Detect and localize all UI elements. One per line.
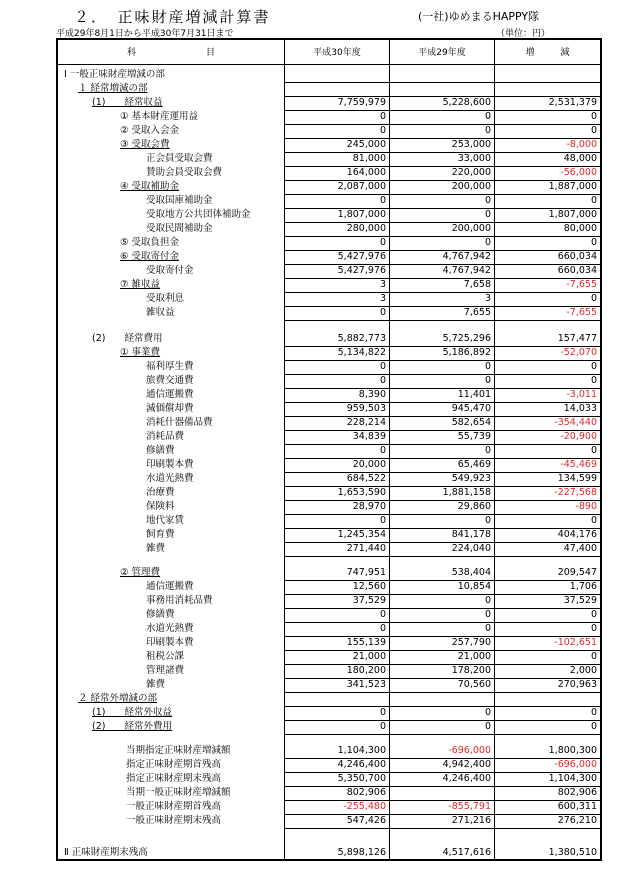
row-label: 飼育費	[146, 529, 175, 540]
row-label: ③ 受取会費	[120, 139, 170, 150]
cell-cur: 0	[379, 195, 386, 206]
row-label: 印刷製本費	[146, 637, 194, 648]
cell-prev: 0	[484, 515, 491, 526]
cell-cur: 341,523	[346, 679, 386, 690]
cell-chg: 1,706	[569, 581, 597, 592]
cell-cur: 0	[379, 721, 386, 732]
row-label: １ 経常増減の部	[78, 83, 148, 94]
row-divider	[285, 734, 600, 735]
cell-prev: 65,469	[457, 459, 491, 470]
cell-chg: 0	[590, 293, 597, 304]
table-row	[58, 347, 600, 360]
row-label: ⑥ 受取寄付金	[120, 251, 180, 262]
cell-cur: 0	[379, 445, 386, 456]
cell-cur: 21,000	[352, 651, 386, 662]
cell-prev: 0	[484, 445, 491, 456]
cell-prev: 0	[484, 375, 491, 386]
cell-prev: 0	[484, 237, 491, 248]
cell-chg: 276,210	[557, 815, 597, 826]
row-label: 修繕費	[146, 609, 175, 620]
row-label: Ⅰ 一般正味財産増減の部	[64, 69, 165, 80]
cell-prev: 29,860	[457, 501, 491, 512]
column-header-subject-b: 目	[206, 47, 216, 58]
column-header-change-a: 増	[525, 47, 535, 58]
cell-cur: 547,426	[346, 815, 386, 826]
column-header-current: 平成30年度	[285, 38, 389, 65]
cell-prev: 224,040	[451, 543, 491, 554]
row-label: 雑収益	[146, 307, 175, 318]
cell-chg: -3,011	[566, 389, 597, 400]
cell-prev: 0	[484, 721, 491, 732]
row-label: 一般正味財産期末残高	[126, 815, 222, 826]
cell-cur: 5,898,126	[337, 847, 386, 858]
table-row	[58, 787, 600, 800]
cell-chg: 1,104,300	[548, 773, 597, 784]
row-label: ⑦ 雑収益	[120, 279, 161, 290]
cell-cur: 0	[379, 237, 386, 248]
cell-prev: -696,000	[448, 745, 491, 756]
cell-cur: 20,000	[352, 459, 386, 470]
cell-prev: 0	[484, 361, 491, 372]
cell-cur: 0	[379, 307, 386, 318]
cell-prev: 200,000	[451, 223, 491, 234]
table-row	[58, 679, 600, 692]
table-row	[58, 637, 600, 650]
row-label: ④ 受取補助金	[120, 181, 180, 192]
cell-prev: 582,654	[451, 417, 491, 428]
cell-cur: 5,427,976	[337, 265, 386, 276]
row-label: 当期指定正味財産増減額	[126, 745, 231, 756]
column-header-previous: 平成29年度	[390, 38, 494, 65]
row-label: 賛助会員受取会費	[146, 167, 223, 178]
cell-prev: 0	[484, 209, 491, 220]
cell-prev: 0	[484, 111, 491, 122]
cell-cur: 4,246,400	[337, 759, 386, 770]
cell-chg: -20,900	[560, 431, 597, 442]
row-label: 通信運搬費	[146, 389, 194, 400]
cell-prev: 5,228,600	[442, 97, 491, 108]
cell-cur: 81,000	[352, 153, 386, 164]
cell-chg: 1,380,510	[548, 847, 597, 858]
cell-cur: -255,480	[343, 801, 386, 812]
cell-prev: 55,739	[457, 431, 491, 442]
cell-cur: 5,882,773	[337, 333, 386, 344]
table-row	[58, 801, 600, 814]
row-label: 水道光熱費	[146, 473, 194, 484]
cell-prev: 271,216	[451, 815, 491, 826]
cell-cur: 37,529	[352, 595, 386, 606]
cell-prev: 4,517,616	[442, 847, 491, 858]
column-header-subject-a: 科	[126, 47, 136, 58]
row-divider	[285, 556, 600, 557]
table-row	[58, 153, 600, 166]
cell-chg: 0	[590, 651, 597, 662]
table-row	[58, 487, 600, 500]
table-row	[58, 707, 600, 720]
cell-chg: 600,311	[557, 801, 597, 812]
cell-cur: 180,200	[346, 665, 386, 676]
cell-cur: 3	[379, 293, 386, 304]
cell-chg: -696,000	[554, 759, 597, 770]
cell-chg: -7,655	[566, 307, 597, 318]
cell-cur: 7,759,979	[337, 97, 386, 108]
row-label: Ⅱ 正味財産期末残高	[64, 847, 148, 858]
row-label: 受取寄付金	[146, 265, 194, 276]
row-label: 雑費	[146, 679, 166, 690]
cell-chg: 270,963	[557, 679, 597, 690]
cell-chg: 1,800,300	[548, 745, 597, 756]
cell-prev: 0	[484, 195, 491, 206]
table-row	[58, 139, 600, 152]
row-label: ① 事業費	[120, 347, 161, 358]
table-row	[58, 167, 600, 180]
cell-cur: 0	[379, 623, 386, 634]
row-label: 消耗什器備品費	[146, 417, 213, 428]
row-label: 地代家賃	[146, 515, 185, 526]
cell-prev: 0	[484, 623, 491, 634]
row-label: 通信運搬費	[146, 581, 194, 592]
cell-chg: 209,547	[557, 567, 597, 578]
table-row	[58, 759, 600, 772]
row-label: 受取利息	[146, 293, 185, 304]
cell-chg: 0	[590, 375, 597, 386]
row-label: 一般正味財産期首残高	[126, 801, 222, 812]
cell-chg: 2,531,379	[548, 97, 597, 108]
cell-chg: 134,599	[557, 473, 597, 484]
cell-cur: 155,139	[346, 637, 386, 648]
table-row	[58, 181, 600, 194]
cell-chg: 0	[590, 445, 597, 456]
cell-chg: 47,400	[563, 543, 597, 554]
cell-chg: -56,000	[560, 167, 597, 178]
cell-prev: 1,881,158	[442, 487, 491, 498]
table-row	[58, 501, 600, 514]
reporting-period: 平成29年8月1日から平成30年7月31日まで	[56, 29, 234, 39]
cell-prev: 0	[484, 595, 491, 606]
cell-cur: 0	[379, 125, 386, 136]
row-label: (1) 経常外収益	[92, 707, 172, 718]
row-label: 保険料	[146, 501, 175, 512]
table-row	[58, 265, 600, 278]
cell-chg: -890	[575, 501, 597, 512]
cell-cur: 228,214	[346, 417, 386, 428]
organization-name: (一社)ゆめまるHAPPY隊	[418, 10, 540, 23]
cell-chg: 0	[590, 707, 597, 718]
cell-chg: 0	[590, 609, 597, 620]
column-header-change-b: 減	[560, 47, 570, 58]
cell-prev: 3	[484, 293, 491, 304]
cell-chg: 0	[590, 361, 597, 372]
cell-chg: 660,034	[557, 251, 597, 262]
cell-cur: 5,350,700	[337, 773, 386, 784]
cell-chg: 1,807,000	[548, 209, 597, 220]
table-row	[58, 111, 600, 124]
row-divider	[285, 828, 600, 829]
cell-chg: 0	[590, 125, 597, 136]
cell-prev: 0	[484, 125, 491, 136]
row-label: ２ 経常外増減の部	[78, 693, 158, 704]
cell-cur: 1,245,354	[337, 529, 386, 540]
row-label: ② 管理費	[120, 567, 161, 578]
cell-prev: 7,658	[463, 279, 491, 290]
row-label: 修繕費	[146, 445, 175, 456]
table-row	[58, 293, 600, 306]
table-row	[58, 445, 600, 458]
cell-chg: 80,000	[563, 223, 597, 234]
cell-cur: 1,807,000	[337, 209, 386, 220]
cell-chg: 0	[590, 721, 597, 732]
cell-chg: 0	[590, 623, 597, 634]
cell-prev: 5,186,892	[442, 347, 491, 358]
column-header-change	[495, 38, 600, 65]
table-row	[58, 69, 600, 82]
row-label: 租税公課	[146, 651, 185, 662]
cell-prev: 70,560	[457, 679, 491, 690]
page-title: ２． 正味財産増減計算書	[74, 8, 271, 26]
table-row	[58, 847, 600, 860]
cell-prev: 178,200	[451, 665, 491, 676]
cell-chg: 0	[590, 515, 597, 526]
cell-chg: 1,887,000	[548, 181, 597, 192]
cell-cur: 164,000	[346, 167, 386, 178]
cell-prev: 10,854	[457, 581, 491, 592]
row-label: 減価償却費	[146, 403, 194, 414]
cell-prev: 4,767,942	[442, 251, 491, 262]
cell-cur: 5,427,976	[337, 251, 386, 262]
table-row	[58, 693, 600, 706]
unit-label: （単位：円）	[496, 29, 551, 39]
cell-prev: 33,000	[457, 153, 491, 164]
cell-chg: 2,000	[569, 665, 597, 676]
table-row	[58, 773, 600, 786]
cell-prev: -855,791	[448, 801, 491, 812]
row-label: 水道光熱費	[146, 623, 194, 634]
cell-prev: 257,790	[451, 637, 491, 648]
cell-chg: -8,000	[566, 139, 597, 150]
row-label: (2) 経常費用	[92, 333, 163, 344]
cell-cur: 1,653,590	[337, 487, 386, 498]
row-label: 受取地方公共団体補助金	[146, 209, 251, 220]
cell-chg: 48,000	[563, 153, 597, 164]
table-row	[58, 403, 600, 416]
cell-cur: 280,000	[346, 223, 386, 234]
table-row	[58, 195, 600, 208]
table-row	[58, 745, 600, 758]
cell-cur: 684,522	[346, 473, 386, 484]
cell-cur: 271,440	[346, 543, 386, 554]
table-row	[58, 609, 600, 622]
table-row	[58, 567, 600, 580]
cell-cur: 28,970	[352, 501, 386, 512]
cell-prev: 200,000	[451, 181, 491, 192]
cell-cur: 8,390	[358, 389, 386, 400]
table-row	[58, 721, 600, 734]
cell-chg: 14,033	[563, 403, 597, 414]
cell-cur: 0	[379, 361, 386, 372]
cell-chg: -227,568	[554, 487, 597, 498]
row-divider	[285, 320, 600, 321]
cell-chg: 0	[590, 195, 597, 206]
row-label: ⑤ 受取負担金	[120, 237, 180, 248]
cell-prev: 4,767,942	[442, 265, 491, 276]
table-row	[58, 431, 600, 444]
table-row	[58, 375, 600, 388]
cell-chg: 404,176	[557, 529, 597, 540]
cell-cur: 12,560	[352, 581, 386, 592]
table-row	[58, 581, 600, 594]
row-label: 消耗品費	[146, 431, 185, 442]
cell-cur: 959,503	[346, 403, 386, 414]
table-row	[58, 543, 600, 556]
cell-cur: 1,104,300	[337, 745, 386, 756]
cell-prev: 11,401	[457, 389, 491, 400]
table-row	[58, 83, 600, 96]
table-row	[58, 515, 600, 528]
row-label: 事務用消耗品費	[146, 595, 213, 606]
cell-cur: 0	[379, 375, 386, 386]
cell-cur: 802,906	[346, 787, 386, 798]
row-label: 印刷製本費	[146, 459, 194, 470]
cell-cur: 0	[379, 515, 386, 526]
cell-cur: 0	[379, 609, 386, 620]
table-row	[58, 237, 600, 250]
table-row	[58, 417, 600, 430]
row-label: 管理諸費	[146, 665, 185, 676]
cell-prev: 21,000	[457, 651, 491, 662]
cell-cur: 0	[379, 707, 386, 718]
row-label: 雑費	[146, 543, 166, 554]
table-row	[58, 223, 600, 236]
table-row	[58, 125, 600, 138]
table-row	[58, 209, 600, 222]
cell-cur: 245,000	[346, 139, 386, 150]
cell-prev: 4,246,400	[442, 773, 491, 784]
row-label: 指定正味財産期首残高	[126, 759, 222, 770]
cell-prev: 538,404	[451, 567, 491, 578]
cell-prev: 841,178	[451, 529, 491, 540]
cell-chg: -52,070	[560, 347, 597, 358]
table-row	[58, 307, 600, 320]
table-row	[58, 459, 600, 472]
cell-cur: 0	[379, 111, 386, 122]
row-label: (1) 経常収益	[92, 97, 163, 108]
cell-chg: -102,651	[554, 637, 597, 648]
cell-chg: 37,529	[563, 595, 597, 606]
row-label: 旅費交通費	[146, 375, 194, 386]
cell-prev: 7,655	[463, 307, 491, 318]
cell-prev: 549,923	[451, 473, 491, 484]
cell-chg: 157,477	[557, 333, 597, 344]
cell-prev: 0	[484, 609, 491, 620]
cell-cur: 747,951	[346, 567, 386, 578]
cell-prev: 253,000	[451, 139, 491, 150]
row-label: 治療費	[146, 487, 175, 498]
table-row	[58, 815, 600, 828]
column-header-subject	[58, 38, 284, 65]
row-label: ② 受取入会金	[120, 125, 180, 136]
cell-cur: 5,134,822	[337, 347, 386, 358]
cell-chg: -45,469	[560, 459, 597, 470]
row-label: 指定正味財産期末残高	[126, 773, 222, 784]
cell-chg: 0	[590, 111, 597, 122]
cell-prev: 220,000	[451, 167, 491, 178]
table-row	[58, 623, 600, 636]
table-row	[58, 97, 600, 110]
table-row	[58, 529, 600, 542]
table-row	[58, 333, 600, 346]
cell-chg: -354,440	[554, 417, 597, 428]
row-label: 受取国庫補助金	[146, 195, 213, 206]
cell-prev: 4,942,400	[442, 759, 491, 770]
row-label: 正会員受取会費	[146, 153, 213, 164]
table-row	[58, 361, 600, 374]
table-row	[58, 665, 600, 678]
cell-cur: 34,839	[352, 431, 386, 442]
row-label: (2) 経常外費用	[92, 721, 172, 732]
table-row	[58, 473, 600, 486]
row-divider	[285, 860, 600, 861]
row-label: ① 基本財産運用益	[120, 111, 199, 122]
table-row	[58, 595, 600, 608]
cell-cur: 3	[379, 279, 386, 290]
row-label: 福利厚生費	[146, 361, 194, 372]
cell-chg: -7,655	[566, 279, 597, 290]
cell-prev: 5,725,296	[442, 333, 491, 344]
table-row	[58, 389, 600, 402]
cell-chg: 802,906	[557, 787, 597, 798]
table-row	[58, 651, 600, 664]
table-row	[58, 251, 600, 264]
row-label: 受取民間補助金	[146, 223, 213, 234]
cell-chg: 660,034	[557, 265, 597, 276]
cell-cur: 2,087,000	[337, 181, 386, 192]
cell-prev: 0	[484, 707, 491, 718]
cell-prev: 945,470	[451, 403, 491, 414]
row-label: 当期一般正味財産増減額	[126, 787, 231, 798]
cell-chg: 0	[590, 237, 597, 248]
table-row	[58, 279, 600, 292]
